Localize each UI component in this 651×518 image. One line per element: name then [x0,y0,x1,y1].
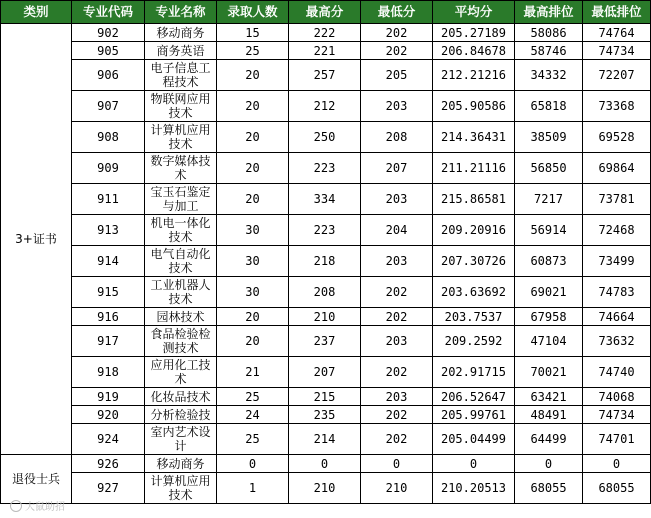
min-score-cell: 203 [361,184,433,215]
highest-rank-cell: 65818 [515,91,583,122]
table-row [1,277,651,308]
major-name-cell: 机电一体化技术 [145,215,217,246]
highest-rank-cell: 64499 [515,424,583,455]
max-score-cell: 257 [289,60,361,91]
major-code-cell: 927 [72,473,145,504]
table-row [1,388,651,406]
lowest-rank-cell: 74734 [583,42,651,60]
admitted-count-cell: 25 [217,388,289,406]
lowest-rank-cell: 0 [583,455,651,473]
min-score-cell: 202 [361,42,433,60]
admitted-count-cell: 20 [217,60,289,91]
major-name-cell: 商务英语 [145,42,217,60]
table-row [1,153,651,184]
avg-score-cell: 214.36431 [433,122,515,153]
major-name-cell: 物联网应用技术 [145,91,217,122]
max-score-cell: 210 [289,473,361,504]
avg-score-cell: 205.27189 [433,24,515,42]
major-code-cell: 913 [72,215,145,246]
major-code-cell: 926 [72,455,145,473]
min-score-cell: 202 [361,424,433,455]
header-category: 类别 [1,1,72,24]
avg-score-cell: 205.99761 [433,406,515,424]
major-name-cell: 移动商务 [145,24,217,42]
max-score-cell: 223 [289,153,361,184]
lowest-rank-cell: 74740 [583,357,651,388]
admitted-count-cell: 25 [217,42,289,60]
admitted-count-cell: 20 [217,184,289,215]
watermark-logo-icon [10,500,22,512]
header-avg-score: 平均分 [433,1,515,24]
header-row [1,1,651,24]
min-score-cell: 205 [361,60,433,91]
highest-rank-cell: 0 [515,455,583,473]
min-score-cell: 210 [361,473,433,504]
avg-score-cell: 206.84678 [433,42,515,60]
lowest-rank-cell: 74764 [583,24,651,42]
min-score-cell: 208 [361,122,433,153]
lowest-rank-cell: 74701 [583,424,651,455]
major-name-cell: 园林技术 [145,308,217,326]
major-name-cell: 食品检验检测技术 [145,326,217,357]
max-score-cell: 215 [289,388,361,406]
max-score-cell: 221 [289,42,361,60]
max-score-cell: 237 [289,326,361,357]
max-score-cell: 222 [289,24,361,42]
highest-rank-cell: 7217 [515,184,583,215]
avg-score-cell: 0 [433,455,515,473]
min-score-cell: 203 [361,326,433,357]
min-score-cell: 204 [361,215,433,246]
major-code-cell: 919 [72,388,145,406]
highest-rank-cell: 67958 [515,308,583,326]
lowest-rank-cell: 74068 [583,388,651,406]
avg-score-cell: 210.20513 [433,473,515,504]
major-name-cell: 电子信息工程技术 [145,60,217,91]
max-score-cell: 214 [289,424,361,455]
avg-score-cell: 209.2592 [433,326,515,357]
avg-score-cell: 202.91715 [433,357,515,388]
table-row [1,215,651,246]
table-row [1,424,651,455]
major-code-cell: 916 [72,308,145,326]
major-code-cell: 920 [72,406,145,424]
major-code-cell: 914 [72,246,145,277]
admitted-count-cell: 20 [217,122,289,153]
lowest-rank-cell: 73499 [583,246,651,277]
admitted-count-cell: 24 [217,406,289,424]
max-score-cell: 223 [289,215,361,246]
major-name-cell: 计算机应用技术 [145,122,217,153]
max-score-cell: 334 [289,184,361,215]
major-name-cell: 工业机器人技术 [145,277,217,308]
min-score-cell: 203 [361,388,433,406]
min-score-cell: 202 [361,277,433,308]
highest-rank-cell: 58086 [515,24,583,42]
major-code-cell: 906 [72,60,145,91]
header-lowest-rank: 最低排位 [583,1,651,24]
max-score-cell: 210 [289,308,361,326]
watermark-text: 大鼠助招 [25,502,65,513]
major-name-cell: 计算机应用技术 [145,473,217,504]
max-score-cell: 250 [289,122,361,153]
major-name-cell: 室内艺术设计 [145,424,217,455]
avg-score-cell: 203.7537 [433,308,515,326]
lowest-rank-cell: 73632 [583,326,651,357]
admitted-count-cell: 30 [217,215,289,246]
lowest-rank-cell: 73368 [583,91,651,122]
major-name-cell: 宝玉石鉴定与加工 [145,184,217,215]
table-row [1,357,651,388]
highest-rank-cell: 34332 [515,60,583,91]
major-name-cell: 分析检验技 [145,406,217,424]
lowest-rank-cell: 74664 [583,308,651,326]
highest-rank-cell: 58746 [515,42,583,60]
admitted-count-cell: 21 [217,357,289,388]
admitted-count-cell: 20 [217,326,289,357]
highest-rank-cell: 56850 [515,153,583,184]
highest-rank-cell: 48491 [515,406,583,424]
watermark [10,498,65,513]
max-score-cell: 235 [289,406,361,424]
highest-rank-cell: 47104 [515,326,583,357]
major-code-cell: 902 [72,24,145,42]
max-score-cell: 207 [289,357,361,388]
major-name-cell: 移动商务 [145,455,217,473]
avg-score-cell: 207.30726 [433,246,515,277]
major-name-cell: 应用化工技术 [145,357,217,388]
table-row [1,473,651,504]
lowest-rank-cell: 74734 [583,406,651,424]
category-cell: 退役士兵 [1,455,72,504]
table-row [1,246,651,277]
lowest-rank-cell: 74783 [583,277,651,308]
avg-score-cell: 205.90586 [433,91,515,122]
lowest-rank-cell: 69528 [583,122,651,153]
header-max-score: 最高分 [289,1,361,24]
admitted-count-cell: 30 [217,246,289,277]
table-row [1,24,651,42]
min-score-cell: 207 [361,153,433,184]
avg-score-cell: 205.04499 [433,424,515,455]
highest-rank-cell: 69021 [515,277,583,308]
avg-score-cell: 203.63692 [433,277,515,308]
table-row [1,122,651,153]
max-score-cell: 212 [289,91,361,122]
highest-rank-cell: 56914 [515,215,583,246]
major-code-cell: 915 [72,277,145,308]
avg-score-cell: 215.86581 [433,184,515,215]
highest-rank-cell: 63421 [515,388,583,406]
header-major-name: 专业名称 [145,1,217,24]
min-score-cell: 203 [361,91,433,122]
avg-score-cell: 209.20916 [433,215,515,246]
table-row [1,308,651,326]
major-name-cell: 化妆品技术 [145,388,217,406]
admitted-count-cell: 1 [217,473,289,504]
avg-score-cell: 212.21216 [433,60,515,91]
min-score-cell: 202 [361,308,433,326]
header-major-code: 专业代码 [72,1,145,24]
header-min-score: 最低分 [361,1,433,24]
highest-rank-cell: 60873 [515,246,583,277]
admitted-count-cell: 25 [217,424,289,455]
table-row [1,184,651,215]
lowest-rank-cell: 73781 [583,184,651,215]
admitted-count-cell: 20 [217,91,289,122]
max-score-cell: 0 [289,455,361,473]
lowest-rank-cell: 72207 [583,60,651,91]
lowest-rank-cell: 68055 [583,473,651,504]
highest-rank-cell: 38509 [515,122,583,153]
min-score-cell: 202 [361,357,433,388]
category-cell: 3+证书 [1,24,72,455]
avg-score-cell: 206.52647 [433,388,515,406]
major-code-cell: 924 [72,424,145,455]
max-score-cell: 218 [289,246,361,277]
table-row [1,60,651,91]
max-score-cell: 208 [289,277,361,308]
major-name-cell: 数字媒体技术 [145,153,217,184]
min-score-cell: 202 [361,406,433,424]
major-code-cell: 905 [72,42,145,60]
table-row [1,91,651,122]
min-score-cell: 0 [361,455,433,473]
table-row [1,455,651,473]
highest-rank-cell: 70021 [515,357,583,388]
table-body [1,24,651,504]
table-row [1,326,651,357]
table-header [1,1,651,24]
table-row [1,42,651,60]
lowest-rank-cell: 69864 [583,153,651,184]
major-code-cell: 907 [72,91,145,122]
avg-score-cell: 211.21116 [433,153,515,184]
admitted-count-cell: 20 [217,308,289,326]
admitted-count-cell: 15 [217,24,289,42]
major-name-cell: 电气自动化技术 [145,246,217,277]
major-code-cell: 911 [72,184,145,215]
header-highest-rank: 最高排位 [515,1,583,24]
major-code-cell: 909 [72,153,145,184]
major-code-cell: 917 [72,326,145,357]
major-code-cell: 918 [72,357,145,388]
admitted-count-cell: 0 [217,455,289,473]
admitted-count-cell: 20 [217,153,289,184]
lowest-rank-cell: 72468 [583,215,651,246]
major-code-cell: 908 [72,122,145,153]
min-score-cell: 202 [361,24,433,42]
min-score-cell: 203 [361,246,433,277]
admitted-count-cell: 30 [217,277,289,308]
header-admitted-count: 录取人数 [217,1,289,24]
table-row [1,406,651,424]
highest-rank-cell: 68055 [515,473,583,504]
